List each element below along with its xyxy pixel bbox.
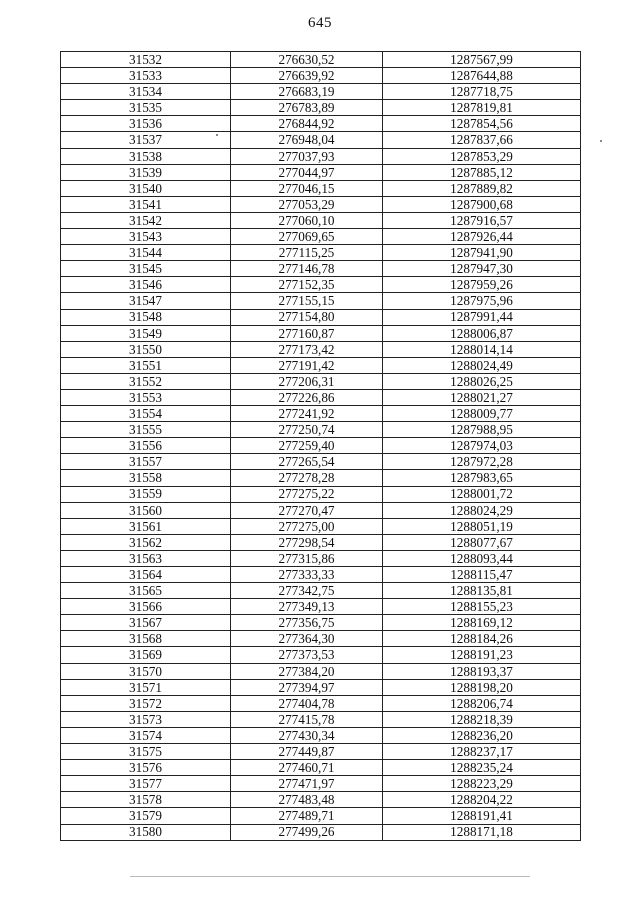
table-row [61, 245, 581, 261]
x-coordinate-cell: 277270,47 [231, 502, 383, 518]
y-coordinate-cell: 1288206,74 [383, 695, 581, 711]
point-number-cell: 31550 [61, 341, 231, 357]
y-coordinate-cell: 1288155,23 [383, 599, 581, 615]
y-coordinate-cell: 1288235,24 [383, 760, 581, 776]
y-coordinate-cell: 1288198,20 [383, 679, 581, 695]
x-coordinate-cell: 277044,97 [231, 164, 383, 180]
x-coordinate-cell: 277226,86 [231, 389, 383, 405]
point-number-cell: 31578 [61, 792, 231, 808]
point-number-cell: 31560 [61, 502, 231, 518]
y-coordinate-cell: 1287988,95 [383, 422, 581, 438]
point-number-cell: 31535 [61, 100, 231, 116]
y-coordinate-cell: 1288184,26 [383, 631, 581, 647]
point-number-cell: 31534 [61, 84, 231, 100]
x-coordinate-cell: 277146,78 [231, 261, 383, 277]
table-row [61, 277, 581, 293]
point-number-cell: 31532 [61, 52, 231, 68]
y-coordinate-cell: 1288193,37 [383, 663, 581, 679]
x-coordinate-cell: 277449,87 [231, 744, 383, 760]
x-coordinate-cell: 277115,25 [231, 245, 383, 261]
y-coordinate-cell: 1288237,17 [383, 744, 581, 760]
x-coordinate-cell: 277415,78 [231, 711, 383, 727]
table-row [61, 309, 581, 325]
x-coordinate-cell: 277342,75 [231, 583, 383, 599]
y-coordinate-cell: 1288191,41 [383, 808, 581, 824]
y-coordinate-cell: 1288169,12 [383, 615, 581, 631]
x-coordinate-cell: 277206,31 [231, 373, 383, 389]
table-row [61, 486, 581, 502]
table-row [61, 116, 581, 132]
point-number-cell: 31563 [61, 550, 231, 566]
bottom-rule [130, 876, 530, 877]
y-coordinate-cell: 1288204,22 [383, 792, 581, 808]
y-coordinate-cell: 1287885,12 [383, 164, 581, 180]
y-coordinate-cell: 1288021,27 [383, 389, 581, 405]
x-coordinate-cell: 277384,20 [231, 663, 383, 679]
point-number-cell: 31546 [61, 277, 231, 293]
x-coordinate-cell: 277060,10 [231, 212, 383, 228]
x-coordinate-cell: 277160,87 [231, 325, 383, 341]
y-coordinate-cell: 1288218,39 [383, 711, 581, 727]
x-coordinate-cell: 277404,78 [231, 695, 383, 711]
y-coordinate-cell: 1288223,29 [383, 776, 581, 792]
x-coordinate-cell: 277333,33 [231, 567, 383, 583]
x-coordinate-cell: 277265,54 [231, 454, 383, 470]
y-coordinate-cell: 1287991,44 [383, 309, 581, 325]
point-number-cell: 31556 [61, 438, 231, 454]
y-coordinate-cell: 1287926,44 [383, 229, 581, 245]
point-number-cell: 31558 [61, 470, 231, 486]
y-coordinate-cell: 1287819,81 [383, 100, 581, 116]
x-coordinate-cell: 277315,86 [231, 550, 383, 566]
x-coordinate-cell: 277191,42 [231, 357, 383, 373]
x-coordinate-cell: 277173,42 [231, 341, 383, 357]
point-number-cell: 31543 [61, 229, 231, 245]
x-coordinate-cell: 277037,93 [231, 148, 383, 164]
table-row [61, 824, 581, 840]
x-coordinate-cell: 276630,52 [231, 52, 383, 68]
point-number-cell: 31548 [61, 309, 231, 325]
table-row [61, 647, 581, 663]
y-coordinate-cell: 1287900,68 [383, 196, 581, 212]
y-coordinate-cell: 1287975,96 [383, 293, 581, 309]
point-number-cell: 31570 [61, 663, 231, 679]
point-number-cell: 31573 [61, 711, 231, 727]
x-coordinate-cell: 277278,28 [231, 470, 383, 486]
point-number-cell: 31537 [61, 132, 231, 148]
y-coordinate-cell: 1288077,67 [383, 534, 581, 550]
x-coordinate-cell: 276683,19 [231, 84, 383, 100]
y-coordinate-cell: 1288014,14 [383, 341, 581, 357]
point-number-cell: 31536 [61, 116, 231, 132]
table-row [61, 808, 581, 824]
y-coordinate-cell: 1287974,03 [383, 438, 581, 454]
point-number-cell: 31580 [61, 824, 231, 840]
y-coordinate-cell: 1288171,18 [383, 824, 581, 840]
y-coordinate-cell: 1287916,57 [383, 212, 581, 228]
y-coordinate-cell: 1287941,90 [383, 245, 581, 261]
scan-speck [216, 134, 218, 136]
table-row [61, 261, 581, 277]
table-row [61, 148, 581, 164]
y-coordinate-cell: 1287972,28 [383, 454, 581, 470]
point-number-cell: 31554 [61, 406, 231, 422]
x-coordinate-cell: 277154,80 [231, 309, 383, 325]
y-coordinate-cell: 1288024,49 [383, 357, 581, 373]
table-row [61, 341, 581, 357]
point-number-cell: 31538 [61, 148, 231, 164]
table-row [61, 325, 581, 341]
x-coordinate-cell: 276783,89 [231, 100, 383, 116]
y-coordinate-cell: 1287959,26 [383, 277, 581, 293]
table-row [61, 180, 581, 196]
table-row [61, 84, 581, 100]
table-row [61, 454, 581, 470]
table-row [61, 212, 581, 228]
coordinates-table [60, 51, 581, 841]
point-number-cell: 31572 [61, 695, 231, 711]
x-coordinate-cell: 277483,48 [231, 792, 383, 808]
table-row [61, 631, 581, 647]
table-row [61, 438, 581, 454]
point-number-cell: 31565 [61, 583, 231, 599]
table-row [61, 470, 581, 486]
x-coordinate-cell: 277349,13 [231, 599, 383, 615]
point-number-cell: 31568 [61, 631, 231, 647]
x-coordinate-cell: 277250,74 [231, 422, 383, 438]
table-row [61, 52, 581, 68]
table-row [61, 293, 581, 309]
x-coordinate-cell: 277499,26 [231, 824, 383, 840]
table-row [61, 583, 581, 599]
x-coordinate-cell: 277356,75 [231, 615, 383, 631]
y-coordinate-cell: 1288001,72 [383, 486, 581, 502]
table-row [61, 567, 581, 583]
y-coordinate-cell: 1287718,75 [383, 84, 581, 100]
table-row [61, 502, 581, 518]
y-coordinate-cell: 1287567,99 [383, 52, 581, 68]
point-number-cell: 31547 [61, 293, 231, 309]
point-number-cell: 31552 [61, 373, 231, 389]
point-number-cell: 31540 [61, 180, 231, 196]
point-number-cell: 31555 [61, 422, 231, 438]
point-number-cell: 31551 [61, 357, 231, 373]
point-number-cell: 31577 [61, 776, 231, 792]
x-coordinate-cell: 277394,97 [231, 679, 383, 695]
x-coordinate-cell: 277241,92 [231, 406, 383, 422]
point-number-cell: 31566 [61, 599, 231, 615]
x-coordinate-cell: 277046,15 [231, 180, 383, 196]
point-number-cell: 31561 [61, 518, 231, 534]
table-row [61, 373, 581, 389]
y-coordinate-cell: 1287889,82 [383, 180, 581, 196]
point-number-cell: 31541 [61, 196, 231, 212]
table-row [61, 599, 581, 615]
y-coordinate-cell: 1287983,65 [383, 470, 581, 486]
table-row [61, 357, 581, 373]
x-coordinate-cell: 276639,92 [231, 68, 383, 84]
table-row [61, 196, 581, 212]
x-coordinate-cell: 277489,71 [231, 808, 383, 824]
table-row [61, 615, 581, 631]
table-row [61, 550, 581, 566]
y-coordinate-cell: 1287644,88 [383, 68, 581, 84]
y-coordinate-cell: 1288093,44 [383, 550, 581, 566]
x-coordinate-cell: 277364,30 [231, 631, 383, 647]
table-row [61, 422, 581, 438]
point-number-cell: 31559 [61, 486, 231, 502]
point-number-cell: 31549 [61, 325, 231, 341]
table-row [61, 679, 581, 695]
table-row [61, 389, 581, 405]
y-coordinate-cell: 1287947,30 [383, 261, 581, 277]
point-number-cell: 31545 [61, 261, 231, 277]
x-coordinate-cell: 277298,54 [231, 534, 383, 550]
y-coordinate-cell: 1288236,20 [383, 727, 581, 743]
page-number: 645 [308, 15, 332, 31]
y-coordinate-cell: 1287853,29 [383, 148, 581, 164]
y-coordinate-cell: 1288115,47 [383, 567, 581, 583]
table-row [61, 744, 581, 760]
x-coordinate-cell: 277460,71 [231, 760, 383, 776]
x-coordinate-cell: 277275,22 [231, 486, 383, 502]
table-row [61, 663, 581, 679]
point-number-cell: 31539 [61, 164, 231, 180]
table-row [61, 534, 581, 550]
table-row [61, 406, 581, 422]
x-coordinate-cell: 277275,00 [231, 518, 383, 534]
x-coordinate-cell: 277259,40 [231, 438, 383, 454]
x-coordinate-cell: 277069,65 [231, 229, 383, 245]
point-number-cell: 31564 [61, 567, 231, 583]
x-coordinate-cell: 277155,15 [231, 293, 383, 309]
scan-speck [600, 140, 602, 142]
x-coordinate-cell: 277373,53 [231, 647, 383, 663]
point-number-cell: 31575 [61, 744, 231, 760]
x-coordinate-cell: 276948,04 [231, 132, 383, 148]
table-row [61, 68, 581, 84]
point-number-cell: 31574 [61, 727, 231, 743]
table-row [61, 792, 581, 808]
point-number-cell: 31567 [61, 615, 231, 631]
table-row [61, 695, 581, 711]
y-coordinate-cell: 1288024,29 [383, 502, 581, 518]
point-number-cell: 31576 [61, 760, 231, 776]
x-coordinate-cell: 277053,29 [231, 196, 383, 212]
y-coordinate-cell: 1288135,81 [383, 583, 581, 599]
y-coordinate-cell: 1288026,25 [383, 373, 581, 389]
point-number-cell: 31553 [61, 389, 231, 405]
coordinates-table-body [61, 52, 581, 841]
x-coordinate-cell: 277152,35 [231, 277, 383, 293]
y-coordinate-cell: 1288191,23 [383, 647, 581, 663]
x-coordinate-cell: 277430,34 [231, 727, 383, 743]
point-number-cell: 31569 [61, 647, 231, 663]
x-coordinate-cell: 276844,92 [231, 116, 383, 132]
point-number-cell: 31562 [61, 534, 231, 550]
point-number-cell: 31544 [61, 245, 231, 261]
point-number-cell: 31579 [61, 808, 231, 824]
y-coordinate-cell: 1288051,19 [383, 518, 581, 534]
point-number-cell: 31533 [61, 68, 231, 84]
y-coordinate-cell: 1287854,56 [383, 116, 581, 132]
table-row [61, 132, 581, 148]
table-row [61, 776, 581, 792]
table-row [61, 518, 581, 534]
point-number-cell: 31571 [61, 679, 231, 695]
table-row [61, 727, 581, 743]
table-row [61, 760, 581, 776]
table-row [61, 229, 581, 245]
table-row [61, 164, 581, 180]
table-row [61, 100, 581, 116]
y-coordinate-cell: 1288009,77 [383, 406, 581, 422]
point-number-cell: 31542 [61, 212, 231, 228]
table-row [61, 711, 581, 727]
point-number-cell: 31557 [61, 454, 231, 470]
y-coordinate-cell: 1287837,66 [383, 132, 581, 148]
y-coordinate-cell: 1288006,87 [383, 325, 581, 341]
x-coordinate-cell: 277471,97 [231, 776, 383, 792]
